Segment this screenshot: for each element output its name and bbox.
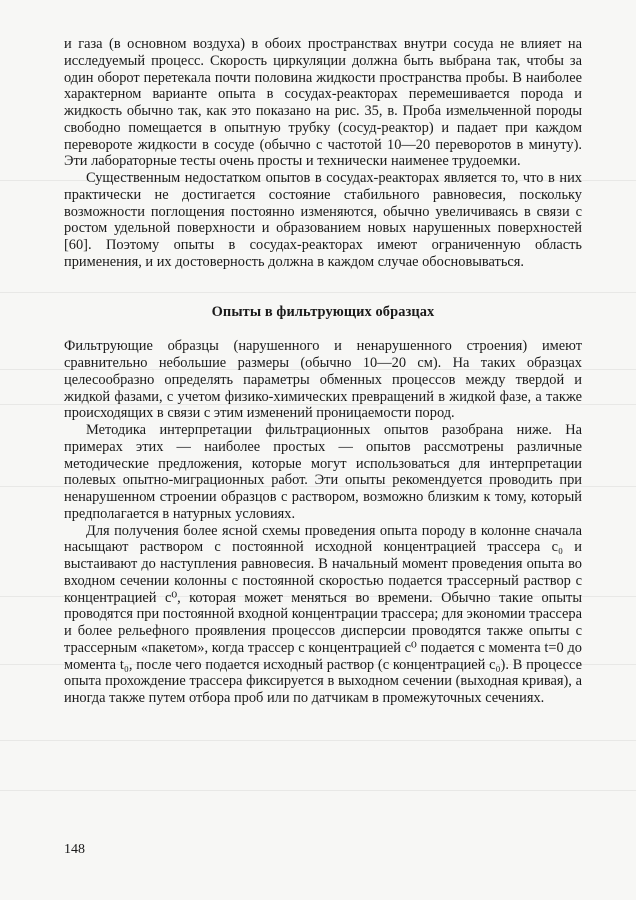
page-body [64, 36, 582, 707]
page-number: 148 [64, 842, 85, 857]
paragraph-4: Методика интерпретации фильтрационных опытов разобрана ниже. На примерах этих — наиболее простых — опытов рассмотрены различные методические предложения, которые могут использоваться для интерпретации полевых опытно-миграционных работ. Эти опыты рекомендуется проводить при ненарушенном строении образцов с раствором, возможно близким к тому, который предполагается в натурных условиях. [64, 422, 582, 522]
paragraph-3: Фильтрующие образцы (нарушенного и ненарушенного строения) имеют сравнительно небольшие размеры (обычно 10—20 см). На таких образцах целесообразно определять параметры обменных процессов между твердой и жидкой фазами, с учетом физико-химических превращений в жидкой фазе, а также происходящих в связи с этим изменений проницаемости пород. [64, 338, 582, 422]
section-heading: Опыты в фильтрующих образцах [211, 303, 435, 320]
paragraph-2: Существенным недостатком опытов в сосудах-реакторах является то, что в них практически не достигается состояние стабильного равновесия, поскольку возможности поглощения постоянно изменяются, обычно увеличиваясь в связи с ростом удельной поверхности и образованием новых нарушенных поверхностей [60]. Поэтому опыты в сосудах-реакторах имеют ограниченную область применения, и их достоверность должна в каждом случае обосновываться. [64, 170, 582, 270]
paragraph-5: Для получения более ясной схемы проведения опыта породу в колонне сначала насыщают раствором с постоянной исходной концентрацией трассера c₀ и выстаивают до наступления равновесия. В начальный момент проведения опыта во входном сечении колонны с постоянной скоростью подается трассерный раствор с концентрацией c⁰, которая может меняться во времени. Обычно такие опыты проводятся при постоянной входной концентрации трассера; для экономии трассера и более рельефного проявления процессов дисперсии проводятся также опыты с трассерным «пакетом», когда трассер с концентрацией c⁰ подается с момента t=0 до момента t₀, после чего подается исходный раствор (с концентрацией c₀). В процессе опыта прохождение трассера фиксируется в выходном сечении (выходная кривая), а иногда также путем отбора проб или по датчикам в промежуточных сечениях. [64, 522, 582, 706]
paragraph-1: и газа (в основном воздуха) в обоих пространствах внутри сосуда не влияет на исследуемый процесс. Скорость циркуляции должна быть выбрана так, чтобы за один оборот перетекала почти половина жидкости пространства пробы. В наиболее характерном варианте опыта в сосудах-реакторах перемешивается порода и жидкость обычно так, как это показано на рис. 35, в. Проба измельченной породы свободно помещается в опытную трубку (сосуд-реактор) и падает при каждом перевороте жидкости в сосуде (обычно с частотой 10—20 переворотов в минуту). Эти лабораторные тесты очень просты и технически наименее трудоемки. [64, 36, 582, 170]
